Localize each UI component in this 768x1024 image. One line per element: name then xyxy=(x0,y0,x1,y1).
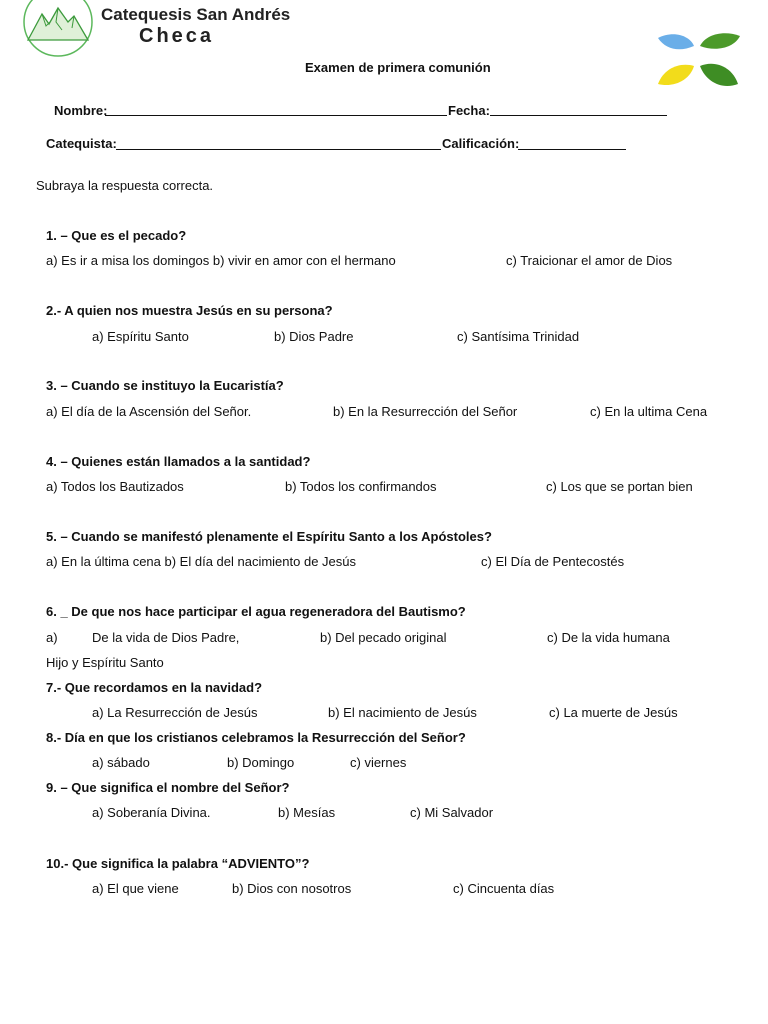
option-6a[interactable]: De la vida de Dios Padre, xyxy=(92,630,240,645)
option-6a-marker: a) xyxy=(46,630,58,645)
option-2c[interactable]: c) Santísima Trinidad xyxy=(457,329,580,344)
option-6c[interactable]: c) De la vida humana xyxy=(547,630,670,645)
nombre-label: Nombre: xyxy=(54,103,108,118)
exam-title: Examen de primera comunión xyxy=(305,60,491,75)
catequista-label: Catequista: xyxy=(46,136,117,151)
calificacion-label: Calificación: xyxy=(442,136,520,151)
fecha-field[interactable] xyxy=(490,115,667,116)
option-6b[interactable]: b) Del pecado original xyxy=(320,630,447,645)
option-2a[interactable]: a) Espíritu Santo xyxy=(92,329,189,344)
nombre-field[interactable] xyxy=(105,115,447,116)
question-4: 4. – Quienes están llamados a la santidad? xyxy=(46,454,311,469)
option-9b[interactable]: b) Mesías xyxy=(278,805,336,820)
option-10b[interactable]: b) Dios con nosotros xyxy=(232,881,352,896)
option-8c[interactable]: c) viernes xyxy=(350,755,407,770)
option-1a[interactable]: a) Es ir a misa los domingos b) vivir en amor con el hermano xyxy=(46,253,396,268)
option-8b[interactable]: b) Domingo xyxy=(227,755,295,770)
option-2b[interactable]: b) Dios Padre xyxy=(274,329,354,344)
school-name: Catequesis San Andrés xyxy=(101,5,291,24)
question-1: 1. – Que es el pecado? xyxy=(46,228,187,243)
option-3b[interactable]: b) En la Resurrección del Señor xyxy=(333,404,518,419)
school-location: Checa xyxy=(139,25,215,47)
question-2: 2.- A quien nos muestra Jesús en su persona? xyxy=(46,303,333,318)
fecha-label: Fecha: xyxy=(448,103,490,118)
option-7b[interactable]: b) El nacimiento de Jesús xyxy=(328,705,477,720)
mountain-logo-icon xyxy=(22,0,94,58)
option-4a[interactable]: a) Todos los Bautizados xyxy=(46,479,184,494)
option-7a[interactable]: a) La Resurrección de Jesús xyxy=(92,705,258,720)
option-5c[interactable]: c) El Día de Pentecostés xyxy=(481,554,625,569)
option-5a[interactable]: a) En la última cena b) El día del nacimiento de Jesús xyxy=(46,554,357,569)
option-3c[interactable]: c) En la ultima Cena xyxy=(590,404,708,419)
question-5: 5. – Cuando se manifestó plenamente el Espíritu Santo a los Apóstoles? xyxy=(46,529,492,544)
option-10c[interactable]: c) Cincuenta días xyxy=(453,881,555,896)
instruction: Subraya la respuesta correcta. xyxy=(36,178,214,193)
option-9a[interactable]: a) Soberanía Divina. xyxy=(92,805,211,820)
option-8a[interactable]: a) sábado xyxy=(92,755,150,770)
question-7: 7.- Que recordamos en la navidad? xyxy=(46,680,263,695)
question-10: 10.- Que significa la palabra “ADVIENTO”? xyxy=(46,856,310,871)
option-6a-cont: Hijo y Espíritu Santo xyxy=(46,655,164,670)
option-10a[interactable]: a) El que viene xyxy=(92,881,179,896)
option-3a[interactable]: a) El día de la Ascensión del Señor. xyxy=(46,404,252,419)
catequista-field[interactable] xyxy=(116,149,441,150)
option-1c[interactable]: c) Traicionar el amor de Dios xyxy=(506,253,673,268)
option-7c[interactable]: c) La muerte de Jesús xyxy=(549,705,678,720)
option-4b[interactable]: b) Todos los confirmandos xyxy=(285,479,437,494)
question-9: 9. – Que significa el nombre del Señor? xyxy=(46,780,290,795)
leaves-logo-icon xyxy=(654,32,742,92)
option-9c[interactable]: c) Mi Salvador xyxy=(410,805,494,820)
question-8: 8.- Día en que los cristianos celebramos la Resurrección del Señor? xyxy=(46,730,466,745)
question-3: 3. – Cuando se instituyo la Eucaristía? xyxy=(46,378,284,393)
option-4c[interactable]: c) Los que se portan bien xyxy=(546,479,693,494)
calificacion-field[interactable] xyxy=(518,149,626,150)
question-6: 6. _ De que nos hace participar el agua regeneradora del Bautismo? xyxy=(46,604,466,619)
